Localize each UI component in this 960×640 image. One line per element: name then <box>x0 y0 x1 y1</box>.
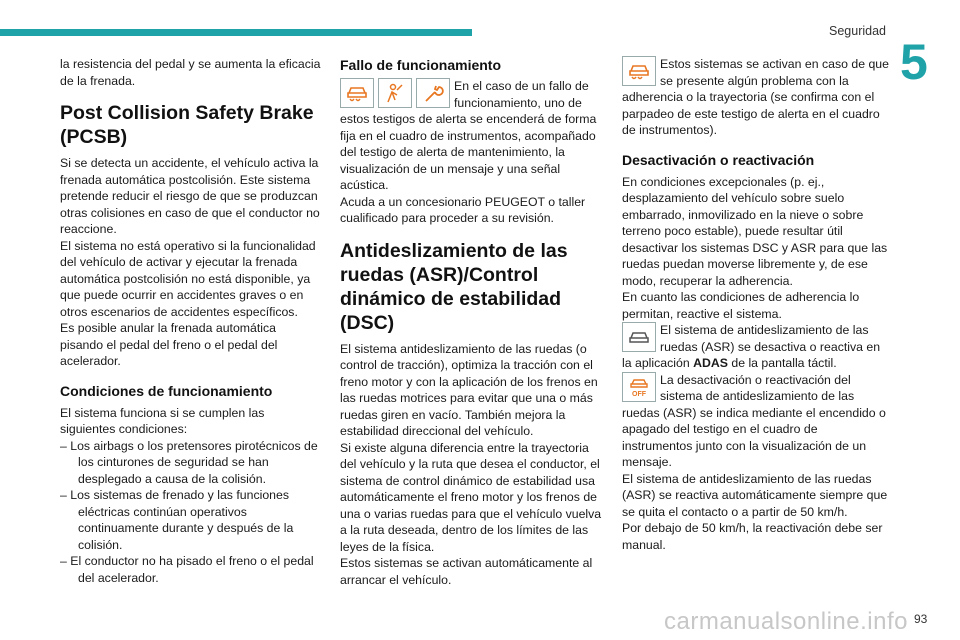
skid-off-icon <box>622 372 656 402</box>
section-title: Seguridad <box>829 24 886 38</box>
asr-paragraph: Estos sistemas se activan automáticamente al arrancar el vehículo. <box>340 556 593 587</box>
activate-text: Estos sistemas se activan en caso de que se presente algún problema con la adherencia o la trayectoria (se confirma con el parpadeo de este testigo de alerta en el cuadro de instrumentos). <box>622 57 889 137</box>
deactivation-heading: Desactivación o reactivación <box>622 151 815 168</box>
wrench-icon <box>416 78 450 108</box>
adas-text-pre: El sistema de antideslizamiento de las ruedas (ASR) se desactiva o reactiva en la aplicación <box>622 323 881 370</box>
watermark: carmanualsonline.info <box>664 608 908 635</box>
column-2 <box>340 56 602 588</box>
pcsb-heading: Post Collision Safety Brake (PCSB) <box>60 102 314 148</box>
adas-text-post: de la pantalla táctil. <box>727 356 837 370</box>
skid-car-icon <box>340 78 374 108</box>
page-number: 93 <box>914 612 928 626</box>
condition-item: – Los sistemas de frenado y las funciones eléctricas continúan operativos continuamente durante y después de la colisión. <box>60 488 294 552</box>
adas-label: ADAS <box>693 356 728 370</box>
car-outline-icon <box>622 322 656 352</box>
condition-item: – Los airbags o los pretensores pirotécnicos de los cinturones de seguridad se han desplegado a causa de la colisión. <box>60 438 318 486</box>
asr-paragraph: Si existe alguna diferencia entre la trayectoria del vehículo y la ruta que desea el conductor, el sistema de control dinámico de estabilidad usa automáticamente el freno motor y los frenos de una o varias ruedas para que el vehículo vuelva a la ruta deseada, dentro de los límites de las leyes de la física. <box>340 440 602 554</box>
column-1 <box>60 56 322 586</box>
header-accent-bar <box>0 29 472 36</box>
off-text: La desactivación o reactivación del sistema de antideslizamiento de las ruedas (ASR) se indica mediante el encendido o apagado del testigo en el cuadro de instrumentos junto con la visualización de un mensaje. <box>622 372 886 469</box>
manual-reactivation-text: Por debajo de 50 km/h, la reactivación debe ser manual. <box>622 521 883 552</box>
pcsb-paragraph: El sistema no está operativo si la funcionalidad del vehículo de activar y ejecutar la frenada automática postcolisión no está disponible, ya que puede ocurrir en accidentes graves o en otros escenarios de accidentes específicos. <box>60 238 316 319</box>
adas-text <box>622 322 890 372</box>
intro-text: la resistencia del pedal y se aumenta la eficacia de la frenada. <box>60 57 321 88</box>
pcsb-paragraph: Si se detecta un accidente, el vehículo activa la frenada automática postcolisión. Este sistema pretende reducir el riesgo de que se produzcan otras colisiones en caso de que el conductor no reaccione. <box>60 156 320 236</box>
condition-item: – El conductor no ha pisado el freno o el pedal del acelerador. <box>60 554 314 585</box>
fault-text-2: Acuda a un concesionario PEUGEOT o taller cualificado para proceder a su revisión. <box>340 194 586 225</box>
column-3 <box>622 56 890 553</box>
service-person-icon <box>378 78 412 108</box>
pcsb-paragraph: Es posible anular la frenada automática pisando el pedal del freno o el pedal del acelerador. <box>60 321 278 368</box>
skid-car-warning-icon <box>622 56 656 86</box>
chapter-number: 5 <box>900 34 928 90</box>
conditions-intro: El sistema funciona si se cumplen las siguientes condiciones: <box>60 405 265 436</box>
fault-heading: Fallo de funcionamiento <box>340 57 502 73</box>
fault-text: En el caso de un fallo de funcionamiento, uno de estos testigos de alerta se encenderá de forma fija en el cuadro de instrumentos, acompañado del testigo de alerta de mantenimiento, la visualización de un mensaje y una señal acústica. <box>340 79 597 192</box>
deactivation-paragraph: En cuanto las condiciones de adherencia lo permitan, reactive el sistema. <box>622 290 860 321</box>
deactivation-paragraph: En condiciones excepcionales (p. ej., desplazamiento del vehículo sobre suelo embarrado, inmovilizado en la nieve o sobre terreno poco estable), puede resultar útil desactivar los sistemas DSC y ASR para que las ruedas puedan moverse libremente y, de ese modo, recuperar la adherencia. <box>622 174 888 288</box>
asr-paragraph: El sistema antideslizamiento de las ruedas (o control de tracción), optimiza la tracción con el freno motor y con la aplicación de los frenos en las ruedas motrices para evitar que una o más ruedas giren en vacío. También mejora la estabilidad direccional del vehículo. <box>340 341 598 438</box>
auto-reactivation-text: El sistema de antideslizamiento de las ruedas (ASR) se reactiva automáticamente siempre que se quita el contacto o a partir de 50 km/h. <box>622 471 888 519</box>
conditions-heading: Condiciones de funcionamiento <box>60 382 273 399</box>
off-label: OFF <box>632 390 646 398</box>
asr-heading: Antideslizamiento de las ruedas (ASR)/Control dinámico de estabilidad (DSC) <box>340 239 568 334</box>
